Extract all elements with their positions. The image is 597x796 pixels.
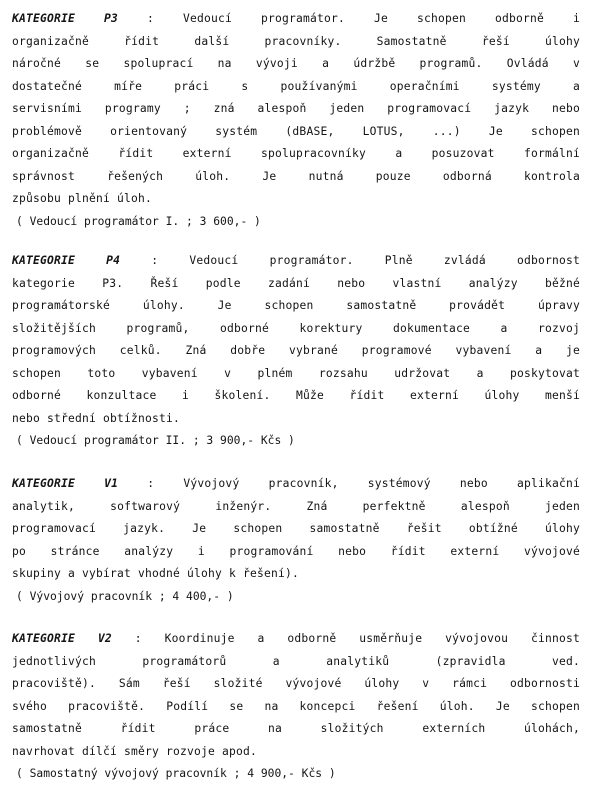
text-line: složitějších programů, odborné korektury dokumentace a rozvoj [12, 321, 580, 335]
text-line: skupiny a vybírat vhodné úlohy k řešení). [12, 567, 300, 580]
category-intro-text: : Vývojový pracovník, systémový nebo aplikační [147, 477, 580, 490]
text-line: náročné se spoluprací na vývoji a údržbě programů. Ovládá v [12, 57, 580, 70]
text-line: dostatečné míře práci s používanými operačními systémy a [12, 79, 580, 93]
text-line: programových celků. Zná dobře vybrané programové vybavení a je [12, 344, 580, 357]
salary-note: ( Vedoucí programátor I. ; 3 600,- ) [16, 214, 261, 228]
section-first-line [12, 250, 580, 273]
category-heading: KATEGORIE P4 [12, 254, 121, 267]
category-heading: KATEGORIE V1 [12, 477, 119, 490]
category-v1-section [12, 473, 580, 608]
salary-note: ( Vedoucí programátor II. ; 3 900,- Kčs ) [16, 434, 295, 447]
salary-note: ( Samostatný vývojový pracovník ; 4 900,- Kčs ) [16, 767, 336, 780]
category-intro-text: : Vedoucí programátor. Je schopen odborně i [147, 12, 580, 25]
text-line: problémově orientovaný systém (dBASE, LOTUS, ...) Je schopen [12, 124, 580, 138]
text-line: odborné konzultace i školení. Může řídit externí úlohy menší [12, 389, 580, 402]
category-intro-text: : Vedoucí programátor. Plně zvládá odbornost [151, 254, 580, 267]
text-line: správnost řešených úloh. Je nutná pouze odborná kontrola [12, 169, 580, 183]
category-v2-section [12, 628, 580, 786]
text-line: programovací jazyk. Je schopen samostatně řešit obtížné úlohy [12, 522, 580, 535]
text-line: jednotlivých programátorů a analytiků (zpravidla ved. [12, 654, 580, 668]
text-line: nebo střední obtížnosti. [12, 411, 181, 425]
text-line: navrhovat dílčí směry rozvoje apod. [12, 744, 258, 758]
text-line: samostatně řídit práce na složitých externích úlohách, [12, 722, 580, 735]
text-line: servisními programy ; zná alespoň jeden programovací jazyk nebo [12, 102, 580, 115]
category-intro-text: : Koordinuje a odborně usměrňuje vývojovou činnost [134, 632, 580, 645]
text-line: organizačně řídit externí spolupracovníky a posuzovat formální [12, 147, 580, 160]
section-first-line [12, 628, 580, 651]
text-line: organizačně řídit další pracovníky. Samostatně řeší úlohy [12, 34, 580, 48]
text-line: po stránce analýzy i programování nebo řídit externí vývojové [12, 544, 580, 558]
category-heading: KATEGORIE V2 [12, 632, 112, 645]
text-line: způsobu plnění úloh. [12, 192, 153, 205]
salary-note: ( Vývojový pracovník ; 4 400,- ) [16, 589, 234, 603]
text-line: schopen toto vybavení v plném rozsahu udržovat a poskytovat [12, 366, 580, 380]
section-first-line [12, 473, 580, 496]
text-line: analytik, softwarový inženýr. Zná perfektně alespoň jeden [12, 499, 580, 513]
category-p3-section [12, 8, 580, 233]
text-line: kategorie P3. Řeší podle zadání nebo vlastní analýzy běžné [12, 276, 580, 290]
text-line: pracoviště). Sám řeší složité vývojové úlohy v rámci odbornosti [12, 677, 580, 690]
text-line: svého pracoviště. Podílí se na koncepci řešení úloh. Je schopen [12, 699, 580, 713]
section-first-line [12, 8, 580, 31]
text-line: programátorské úlohy. Je schopen samostatně provádět úpravy [12, 299, 580, 312]
category-heading: KATEGORIE P3 [12, 12, 119, 25]
category-p4-section [12, 250, 580, 453]
